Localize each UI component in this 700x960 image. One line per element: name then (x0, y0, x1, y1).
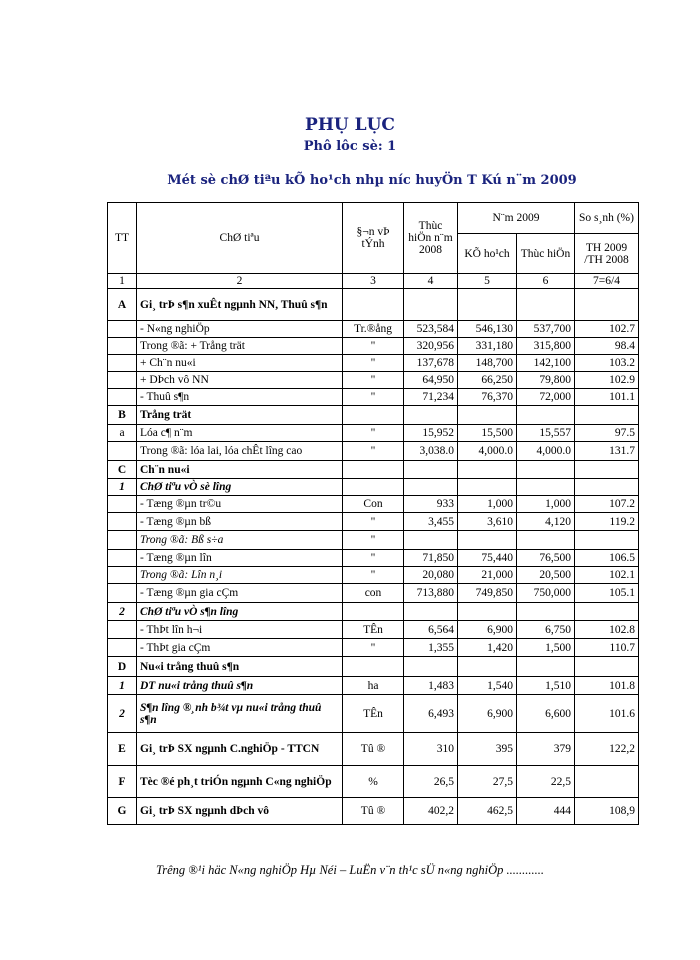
row-number-cell: C (108, 461, 137, 479)
unit-cell (343, 603, 404, 621)
indicator-name-cell: S¶n lîng ®¸nh b¾t vµ nu«i trång thuû s¶n (137, 695, 343, 733)
actual-2009-cell: 1,510 (517, 677, 575, 695)
comparison-cell (575, 657, 639, 677)
unit-cell: " (343, 639, 404, 657)
row-number-cell (108, 531, 137, 550)
row-number-cell (108, 338, 137, 355)
actual-2008-cell: 26,5 (404, 766, 458, 798)
plan-2009-cell (458, 479, 517, 496)
comparison-cell: 103.2 (575, 355, 639, 372)
unit-cell: Con (343, 496, 404, 513)
plan-2009-cell: 3,610 (458, 513, 517, 531)
comparison-cell: 101.8 (575, 677, 639, 695)
unit-cell: ha (343, 677, 404, 695)
plan-2009-cell (458, 531, 517, 550)
actual-2009-cell: 15,557 (517, 425, 575, 442)
table-row (108, 425, 639, 442)
row-number-cell: a (108, 425, 137, 442)
table-row (108, 479, 639, 496)
actual-2009-cell: 4,000.0 (517, 442, 575, 461)
row-number-cell: A (108, 289, 137, 321)
comparison-cell (575, 766, 639, 798)
plan-2009-cell (458, 289, 517, 321)
actual-2009-cell (517, 531, 575, 550)
actual-2008-cell (404, 531, 458, 550)
header-comparison: So s¸nh (%) (575, 203, 639, 234)
header-comparison-formula: TH 2009 /TH 2008 (575, 234, 639, 274)
actual-2008-cell: 320,956 (404, 338, 458, 355)
actual-2008-cell: 71,234 (404, 389, 458, 406)
indicator-name-cell: - Tæng ®µn lîn (137, 550, 343, 567)
comparison-cell (575, 531, 639, 550)
colnum-cell: 1 (108, 274, 137, 289)
plan-2009-cell: 66,250 (458, 372, 517, 389)
unit-cell: " (343, 442, 404, 461)
unit-cell: TÊn (343, 621, 404, 639)
unit-cell (343, 657, 404, 677)
actual-2008-cell: 137,678 (404, 355, 458, 372)
page-footer: Trêng ®¹i häc N«ng nghiÖp Hµ Néi – LuËn v¨n th¹c sÜ n«ng nghiÖp ............ (155, 863, 545, 877)
unit-cell: Tû ® (343, 733, 404, 766)
indicator-name-cell: ChØ tiªu vÒ sè lîng (137, 479, 343, 496)
table-row (108, 677, 639, 695)
unit-cell (343, 406, 404, 425)
unit-cell: " (343, 338, 404, 355)
unit-cell: TÊn (343, 695, 404, 733)
comparison-cell: 105.1 (575, 584, 639, 603)
comparison-cell: 102.8 (575, 621, 639, 639)
indicator-table (107, 202, 639, 825)
row-number-cell (108, 372, 137, 389)
actual-2009-cell: 6,600 (517, 695, 575, 733)
actual-2009-cell: 537,700 (517, 321, 575, 338)
row-number-cell (108, 513, 137, 531)
indicator-name-cell: Gi¸ trÞ SX ngµnh dÞch vô (137, 798, 343, 825)
actual-2009-cell (517, 289, 575, 321)
plan-2009-cell (458, 657, 517, 677)
actual-2008-cell: 933 (404, 496, 458, 513)
header-actual-2009: Thùc hiÖn (517, 234, 575, 274)
table-row (108, 657, 639, 677)
actual-2009-cell: 6,750 (517, 621, 575, 639)
indicator-name-cell: - Tæng ®µn gia cÇm (137, 584, 343, 603)
actual-2008-cell: 20,080 (404, 567, 458, 584)
actual-2009-cell: 79,800 (517, 372, 575, 389)
row-number-cell: B (108, 406, 137, 425)
unit-cell: " (343, 567, 404, 584)
actual-2009-cell (517, 461, 575, 479)
comparison-cell: 101.6 (575, 695, 639, 733)
indicator-name-cell: Nu«i trång thuû s¶n (137, 657, 343, 677)
row-number-cell (108, 550, 137, 567)
plan-2009-cell (458, 461, 517, 479)
indicator-name-cell: Trong ®ã: + Trång trät (137, 338, 343, 355)
actual-2009-cell: 142,100 (517, 355, 575, 372)
colnum-cell: 5 (458, 274, 517, 289)
table-row (108, 372, 639, 389)
indicator-name-cell: Ch¨n nu«i (137, 461, 343, 479)
table-row (108, 531, 639, 550)
indicator-name-cell: - Tæng ®µn tr©u (137, 496, 343, 513)
page-title: PHỤ LỤC (305, 115, 395, 135)
table-body (108, 289, 639, 825)
indicator-name-cell: - Thuû s¶n (137, 389, 343, 406)
comparison-cell (575, 289, 639, 321)
table-row (108, 461, 639, 479)
unit-cell: Tû ® (343, 798, 404, 825)
appendix-number: Phô lôc sè: 1 (303, 139, 397, 154)
comparison-cell: 106.5 (575, 550, 639, 567)
actual-2008-cell: 6,564 (404, 621, 458, 639)
actual-2008-cell (404, 479, 458, 496)
table-row (108, 289, 639, 321)
header-actual-2008: Thùc hiÖn n¨m 2008 (404, 203, 458, 274)
indicator-name-cell: - N«ng nghiÖp (137, 321, 343, 338)
actual-2008-cell: 15,952 (404, 425, 458, 442)
actual-2008-cell: 310 (404, 733, 458, 766)
comparison-cell: 101.1 (575, 389, 639, 406)
plan-2009-cell (458, 603, 517, 621)
actual-2008-cell: 3,038.0 (404, 442, 458, 461)
unit-cell: con (343, 584, 404, 603)
plan-2009-cell: 4,000.0 (458, 442, 517, 461)
header-unit: §¬n vÞ tÝnh (343, 203, 404, 274)
plan-2009-cell: 1,540 (458, 677, 517, 695)
actual-2009-cell (517, 479, 575, 496)
actual-2009-cell (517, 603, 575, 621)
indicator-name-cell: + Ch¨n nu«i (137, 355, 343, 372)
table-row (108, 567, 639, 584)
indicator-name-cell: Lóa c¶ n¨m (137, 425, 343, 442)
table-heading: Mét sè chØ tiªu kÕ ho¹ch nhµ níc huyÖn T Kú n¨m 2009 (167, 173, 577, 188)
table-row (108, 513, 639, 531)
actual-2008-cell: 523,584 (404, 321, 458, 338)
plan-2009-cell: 546,130 (458, 321, 517, 338)
header-year-2009: N¨m 2009 (458, 203, 575, 234)
comparison-cell (575, 406, 639, 425)
actual-2008-cell (404, 603, 458, 621)
table-row (108, 496, 639, 513)
comparison-cell (575, 461, 639, 479)
table-row (108, 584, 639, 603)
indicator-name-cell: - Tæng ®µn bß (137, 513, 343, 531)
table-row (108, 442, 639, 461)
plan-2009-cell (458, 406, 517, 425)
comparison-cell: 108,9 (575, 798, 639, 825)
indicator-name-cell: Trong ®ã: Lîn n¸i (137, 567, 343, 584)
indicator-name-cell: Gi¸ trÞ s¶n xuÊt ngµnh NN, Thuû s¶n (137, 289, 343, 321)
row-number-cell (108, 496, 137, 513)
actual-2009-cell (517, 406, 575, 425)
actual-2009-cell: 315,800 (517, 338, 575, 355)
table-row (108, 389, 639, 406)
row-number-cell (108, 639, 137, 657)
actual-2009-cell (517, 657, 575, 677)
plan-2009-cell: 6,900 (458, 621, 517, 639)
actual-2008-cell (404, 657, 458, 677)
actual-2008-cell: 3,455 (404, 513, 458, 531)
row-number-cell: 1 (108, 479, 137, 496)
table-row (108, 550, 639, 567)
actual-2008-cell (404, 289, 458, 321)
indicator-name-cell: Trong ®ã: Bß s÷a (137, 531, 343, 550)
actual-2008-cell: 6,493 (404, 695, 458, 733)
row-number-cell: F (108, 766, 137, 798)
colnum-cell: 4 (404, 274, 458, 289)
table-row (108, 639, 639, 657)
comparison-cell: 110.7 (575, 639, 639, 657)
actual-2008-cell: 713,880 (404, 584, 458, 603)
comparison-cell: 102.1 (575, 567, 639, 584)
row-number-cell: E (108, 733, 137, 766)
colnum-cell: 6 (517, 274, 575, 289)
comparison-cell: 102.9 (575, 372, 639, 389)
indicator-name-cell: Gi¸ trÞ SX ngµnh C.nghiÖp - TTCN (137, 733, 343, 766)
header-indicator: ChØ tiªu (137, 203, 343, 274)
actual-2009-cell: 20,500 (517, 567, 575, 584)
unit-cell: % (343, 766, 404, 798)
unit-cell (343, 289, 404, 321)
unit-cell: " (343, 425, 404, 442)
unit-cell: " (343, 550, 404, 567)
table-row (108, 621, 639, 639)
actual-2008-cell: 1,483 (404, 677, 458, 695)
indicator-name-cell: - ThÞt gia cÇm (137, 639, 343, 657)
comparison-cell: 97.5 (575, 425, 639, 442)
comparison-cell: 119.2 (575, 513, 639, 531)
row-number-cell: 1 (108, 677, 137, 695)
plan-2009-cell: 462,5 (458, 798, 517, 825)
row-number-cell (108, 584, 137, 603)
table-row (108, 603, 639, 621)
table-row (108, 321, 639, 338)
comparison-cell: 107.2 (575, 496, 639, 513)
unit-cell (343, 479, 404, 496)
plan-2009-cell: 76,370 (458, 389, 517, 406)
actual-2009-cell: 72,000 (517, 389, 575, 406)
table-row (108, 338, 639, 355)
plan-2009-cell: 75,440 (458, 550, 517, 567)
comparison-cell (575, 479, 639, 496)
actual-2009-cell: 750,000 (517, 584, 575, 603)
plan-2009-cell: 21,000 (458, 567, 517, 584)
unit-cell: " (343, 372, 404, 389)
actual-2009-cell: 1,000 (517, 496, 575, 513)
row-number-cell: G (108, 798, 137, 825)
indicator-name-cell: ChØ tiªu vÒ s¶n lîng (137, 603, 343, 621)
actual-2008-cell: 402,2 (404, 798, 458, 825)
row-number-cell: 2 (108, 695, 137, 733)
unit-cell: Tr.®ång (343, 321, 404, 338)
colnum-cell: 3 (343, 274, 404, 289)
table-row (108, 733, 639, 766)
row-number-cell: 2 (108, 603, 137, 621)
header-plan: KÕ ho¹ch (458, 234, 517, 274)
plan-2009-cell: 1,420 (458, 639, 517, 657)
table-row (108, 406, 639, 425)
indicator-name-cell: Trång trät (137, 406, 343, 425)
plan-2009-cell: 148,700 (458, 355, 517, 372)
row-number-cell (108, 621, 137, 639)
unit-cell: " (343, 389, 404, 406)
indicator-name-cell: Tèc ®é ph¸t triÓn ngµnh C«ng nghiÖp (137, 766, 343, 798)
actual-2009-cell: 379 (517, 733, 575, 766)
unit-cell: " (343, 513, 404, 531)
actual-2008-cell: 1,355 (404, 639, 458, 657)
comparison-cell: 98.4 (575, 338, 639, 355)
row-number-cell (108, 355, 137, 372)
actual-2009-cell: 76,500 (517, 550, 575, 567)
actual-2009-cell: 444 (517, 798, 575, 825)
unit-cell: " (343, 355, 404, 372)
actual-2008-cell: 64,950 (404, 372, 458, 389)
colnum-cell: 2 (137, 274, 343, 289)
row-number-cell (108, 321, 137, 338)
actual-2009-cell: 4,120 (517, 513, 575, 531)
row-number-cell (108, 442, 137, 461)
indicator-name-cell: + DÞch vô NN (137, 372, 343, 389)
plan-2009-cell: 15,500 (458, 425, 517, 442)
actual-2009-cell: 1,500 (517, 639, 575, 657)
table-row (108, 695, 639, 733)
row-number-cell (108, 389, 137, 406)
comparison-cell: 102.7 (575, 321, 639, 338)
actual-2008-cell: 71,850 (404, 550, 458, 567)
header-tt: TT (108, 203, 137, 274)
indicator-name-cell: DT nu«i trång thuû s¶n (137, 677, 343, 695)
plan-2009-cell: 331,180 (458, 338, 517, 355)
plan-2009-cell: 749,850 (458, 584, 517, 603)
unit-cell (343, 461, 404, 479)
plan-2009-cell: 395 (458, 733, 517, 766)
plan-2009-cell: 27,5 (458, 766, 517, 798)
indicator-name-cell: - ThÞt lîn h¬i (137, 621, 343, 639)
unit-cell: " (343, 531, 404, 550)
colnum-cell: 7=6/4 (575, 274, 639, 289)
indicator-name-cell: Trong ®ã: lóa lai, lóa chÊt lîng cao (137, 442, 343, 461)
actual-2008-cell (404, 461, 458, 479)
comparison-cell: 122,2 (575, 733, 639, 766)
table-row (108, 766, 639, 798)
table-row (108, 355, 639, 372)
plan-2009-cell: 1,000 (458, 496, 517, 513)
row-number-cell: D (108, 657, 137, 677)
actual-2008-cell (404, 406, 458, 425)
row-number-cell (108, 567, 137, 584)
plan-2009-cell: 6,900 (458, 695, 517, 733)
comparison-cell (575, 603, 639, 621)
comparison-cell: 131.7 (575, 442, 639, 461)
actual-2009-cell: 22,5 (517, 766, 575, 798)
table-row (108, 798, 639, 825)
